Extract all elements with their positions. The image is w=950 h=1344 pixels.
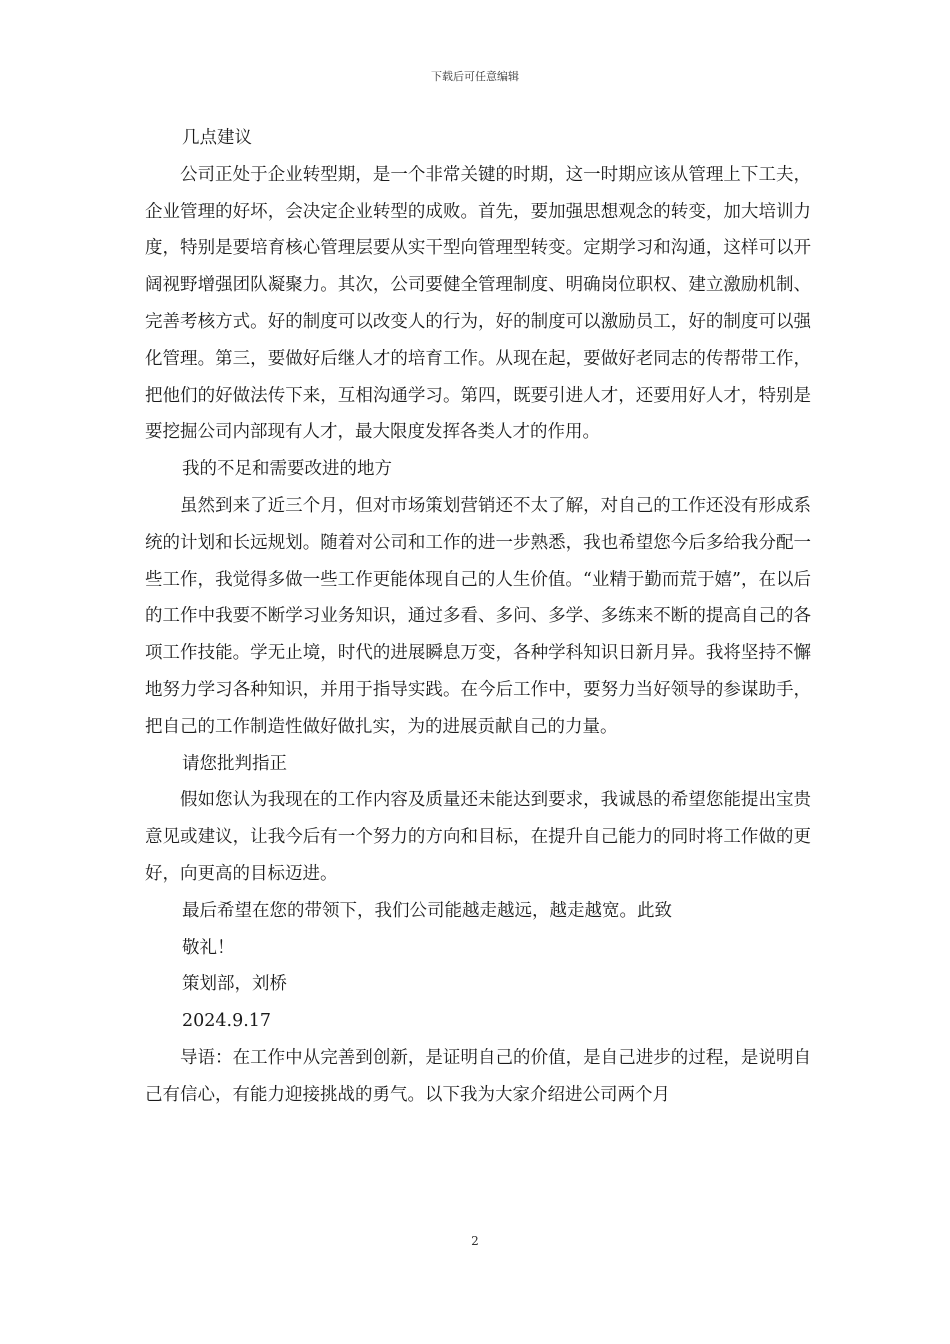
- paragraph-intro: 导语：在工作中从完善到创新，是证明自己的价值，是自己进步的过程，是说明自己有信心，有能力迎接挑战的勇气。以下我为大家介绍进公司两个月: [145, 1047, 811, 1105]
- page-number: 2: [471, 1234, 479, 1248]
- closing-line: 最后希望在您的带领下，我们公司能越走越远，越走越宽。此致: [182, 900, 672, 921]
- paragraph-suggestions: 公司正处于企业转型期，是一个非常关键的时期，这一时期应该从管理上下工夫，企业管理的好坏，会决定企业转型的成败。首先，要加强思想观念的转变，加大培训力度，特别是要培育核心管理层要从实干型向管理型转变。定期学习和沟通，这样可以开阔视野增强团队凝聚力。其次，公司要健全管理制度、明确岗位职权、建立激励机制、完善考核方式。好的制度可以改变人的行为，好的制度可以激励员工，好的制度可以强化管理。第三，要做好后继人才的培育工作。从现在起，要做好老同志的传帮带工作，把他们的好做法传下来，互相沟通学习。第四，既要引进人才，还要用好人才，特别是要挖掘公司内部现有人才，最大限度发挥各类人才的作用。: [145, 164, 811, 443]
- paragraph-shortcomings: 虽然到来了近三个月，但对市场策划营销还不太了解，对自己的工作还没有形成系统的计划和长远规划。随着对公司和工作的进一步熟悉，我也希望您今后多给我分配一些工作，我觉得多做一些工作更能体现自己的人生价值。“业精于勤而荒于嬉”，在以后的工作中我要不断学习业务知识，通过多看、多问、多学、多练来不断的提高自己的各项工作技能。学无止境，时代的进展瞬息万变，各种学科知识日新月异。我将坚持不懈地努力学习各种知识，并用于指导实践。在今后工作中，要努力当好领导的参谋助手，把自己的工作制造性做好做扎实，为的进展贡献自己的力量。: [145, 495, 811, 737]
- section-heading-shortcomings: 我的不足和需要改进的地方: [182, 459, 392, 480]
- page-header: 下载后可任意编辑: [431, 70, 519, 83]
- letter-date: 2024.9.17: [182, 1011, 272, 1032]
- section-heading-suggestions: 几点建议: [182, 128, 252, 148]
- document-body: [145, 120, 811, 1114]
- salutation: 敬礼！: [182, 937, 235, 958]
- section-heading-feedback: 请您批判指正: [182, 753, 287, 774]
- signature: 策划部，刘桥: [182, 974, 287, 995]
- paragraph-feedback: 假如您认为我现在的工作内容及质量还未能达到要求，我诚恳的希望您能提出宝贵意见或建议，让我今后有一个努力的方向和目标，在提升自己能力的同时将工作做的更好，向更高的目标迈进。: [145, 790, 811, 884]
